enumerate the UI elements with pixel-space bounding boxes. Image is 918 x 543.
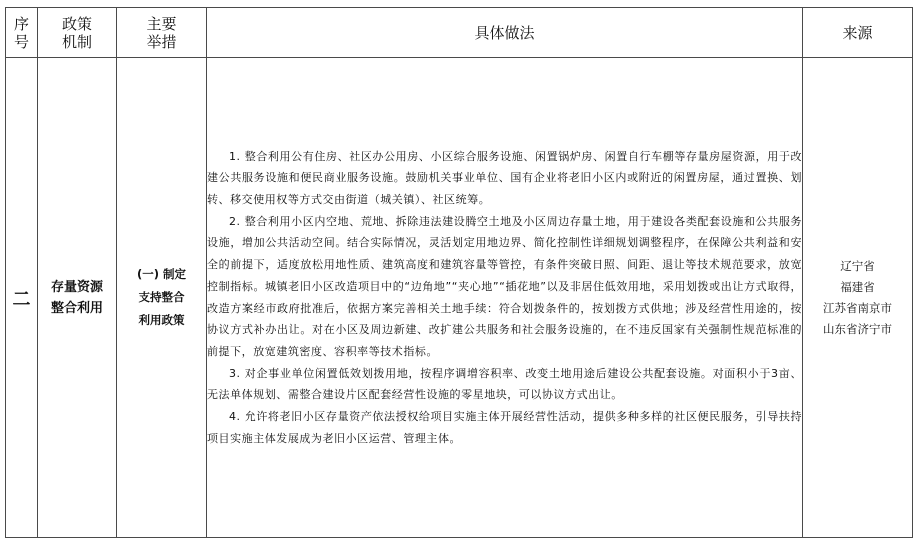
row-seq: 二: [6, 58, 38, 538]
header-seq-line: 序: [13, 14, 29, 33]
source-item: 辽宁省: [840, 258, 875, 273]
mechanism-line: 存量资源: [50, 279, 103, 295]
header-source: 来源: [803, 8, 913, 58]
approach-paragraph-2: 2. 整合利用小区内空地、荒地、拆除违法建设腾空土地及小区周边存量土地，用于建设各类配套设施和公共服务设施，增加公共活动空间。结合实际情况，灵活划定用地边界、简化控制性详细规划调整程序，在保障公共利益和安全的前提下，适度放松用地性质、建筑高度和建筑容量等管控，有条件突破日照、间距、退让等技术规范要求，放宽控制指标。城镇老旧小区改造项目中的“边角地”“夹心地”“插花地”以及非居住低效用地，采用划拨或出让方式取得，改造方案经市政府批准后，依据方案完善相关土地手续：符合划拨条件的，按划拨方式供地；涉及经营性用途的，按协议方式补办出让。对在小区及周边新建、改扩建公共服务和社会服务设施的，在不违反国家有关强制性规范标准的前提下，放宽建筑密度、容积率等技术指标。: [207, 214, 802, 358]
measure-line: 支持整合: [138, 290, 185, 304]
row-approach: [207, 58, 803, 538]
header-measures-line: 举措: [146, 32, 177, 51]
approach-paragraph-1: 1. 整合利用公有住房、社区办公用房、小区综合服务设施、闲置锅炉房、闲置自行车棚等存量房屋资源，用于改建公共服务设施和便民商业服务设施。鼓励机关事业单位、国有企业将老旧小区内或附近的闲置房屋，通过置换、划转、移交使用权等方式交由街道（城关镇）、社区统筹。: [207, 149, 802, 206]
header-mechanism-line: 机制: [61, 32, 92, 51]
header-mechanism-line: 政策: [61, 14, 92, 33]
source-item: 山东省济宁市: [823, 321, 892, 336]
header-row: [6, 8, 913, 58]
approach-paragraph-4: 4. 允许将老旧小区存量资产依法授权给项目实施主体开展经营性活动，提供多种多样的社区便民服务，引导扶持项目实施主体发展成为老旧小区运营、管理主体。: [207, 410, 802, 445]
measure-line: (一) 制定: [136, 267, 186, 281]
policy-table: [5, 7, 913, 538]
header-seq-line: 号: [13, 32, 29, 51]
table-row: [6, 58, 913, 538]
mechanism-line: 整合利用: [50, 300, 103, 316]
header-measures: [117, 8, 207, 58]
source-item: 福建省: [840, 279, 875, 294]
row-mechanism: [38, 58, 117, 538]
row-source: [803, 58, 913, 538]
header-mechanism: [38, 8, 117, 58]
source-item: 江苏省南京市: [823, 300, 892, 315]
measure-line: 利用政策: [138, 313, 185, 327]
header-measures-line: 主要: [146, 14, 177, 33]
header-approach: 具体做法: [207, 8, 803, 58]
row-measures: [117, 58, 207, 538]
header-seq: [6, 8, 38, 58]
approach-paragraph-3: 3. 对企事业单位闲置低效划拨用地，按程序调增容积率、改变土地用途后建设公共配套设施。对面积小于3亩、无法单体规划、需整合建设片区配套经营性设施的零星地块，可以协议方式出让。: [207, 366, 802, 402]
